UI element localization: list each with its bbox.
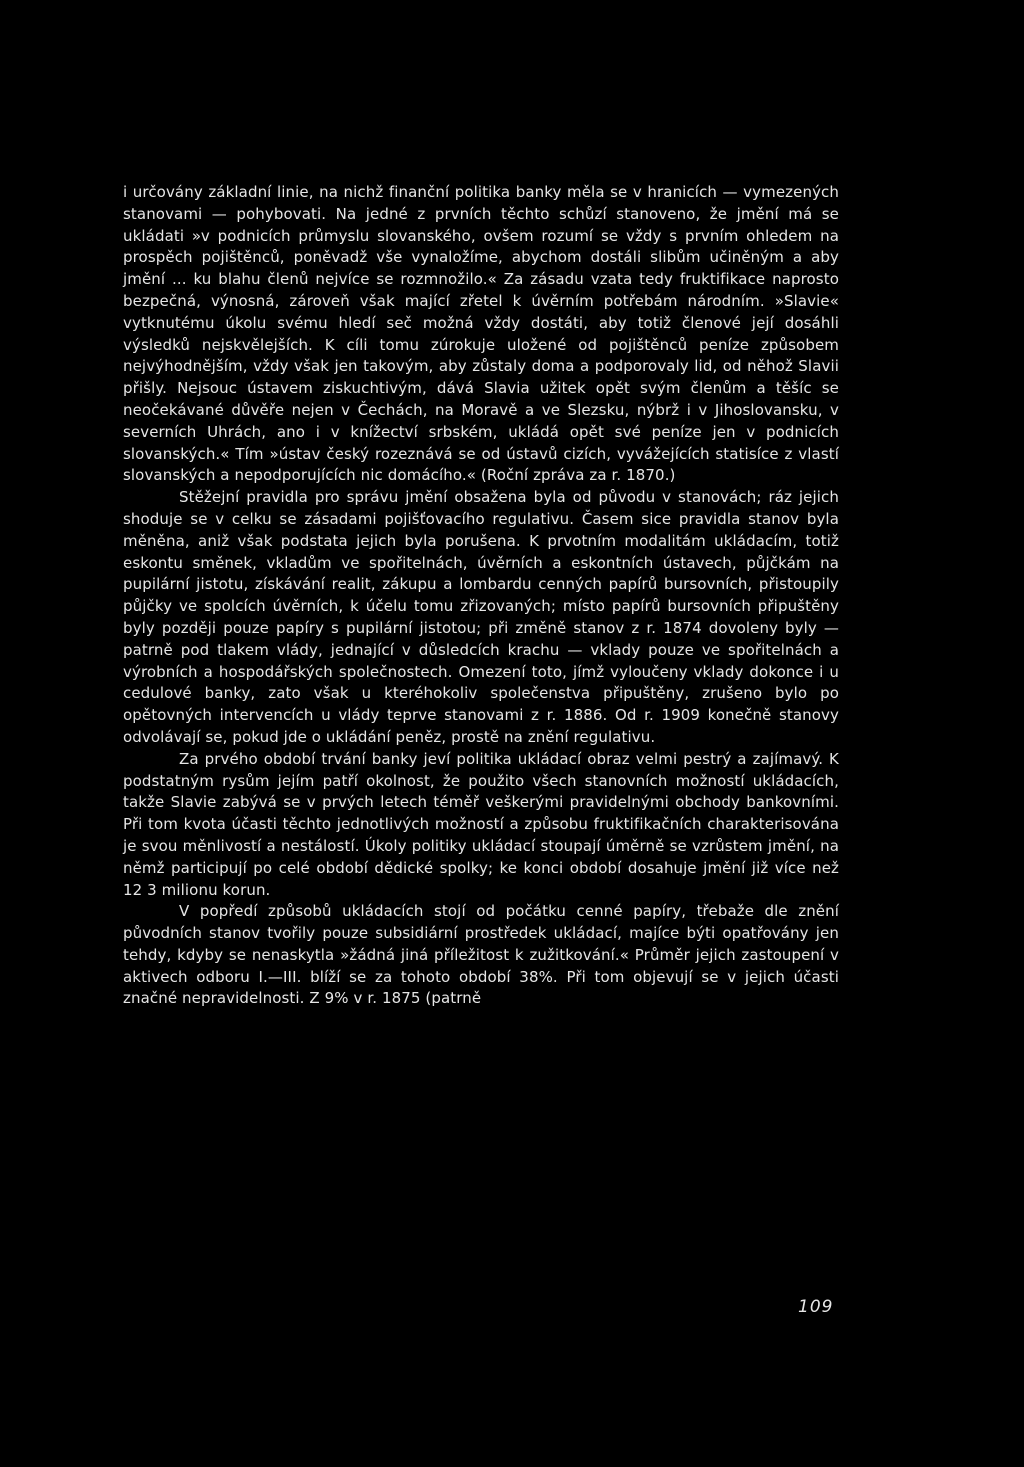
body-text: [123, 182, 839, 1010]
page-number: 109: [798, 1297, 834, 1317]
paragraph-2: Stěžejní pravidla pro správu jmění obsažena byla od původu v stanovách; ráz jejich shoduje se v celku se zásadami pojišťovacího regulativu. Časem sice pravidla stanov byla měněna, aniž však podstata jejich byla porušena. K prvotním modalitám ukládacím, totiž eskontu směnek, vkladům ve spořitelnách, úvěrních a eskontních ústavech, půjčkám na pupilární jistotu, získávání realit, zákupu a lombardu cenných papírů bursovních, přistoupily půjčky ve spolcích úvěrních, k účelu tomu zřizovaných; místo papírů bursovních připuštěny byly později pouze papíry s pupilární jistotou; při změně stanov z r. 1874 dovoleny byly — patrně pod tlakem vlády, jednající v důsledcích krachu — vklady pouze ve spořitelnách a výrobních a hospodářských společnostech. Omezení toto, jímž vyloučeny vklady dokonce i u cedulové banky, zato však u kteréhokoliv společenstva připuštěny, zrušeno bylo po opětovných intervencích u vlády teprve stanovami z r. 1886. Od r. 1909 konečně stanovy odvolávají se, pokud jde o ukládání peněz, prostě na znění regulativu.: [123, 488, 839, 746]
paragraph-3: Za prvého období trvání banky jeví politika ukládací obraz velmi pestrý a zajímavý. K podstatným rysům jejím patří okolnost, že použito všech stanovních možností ukládacích, takže Slavie zabývá se v prvých letech téměř veškerými pravidelnými obchody bankovními. Při tom kvota účasti těchto jednotlivých možností a způsobu fruktifikačních charakterisována je svou měnlivostí a nestálostí. Úkoly politiky ukládací stoupají úměrně se vzrůstem jmění, na němž participují po celé období dědické spolky; ke konci období dosahuje jmění již více než 12 3 milionu korun.: [123, 749, 839, 899]
paragraph-4: V popředí způsobů ukládacích stojí od počátku cenné papíry, třebaže dle znění původních stanov tvořily pouze subsidiární prostředek ukládací, majíce býti opatřovány jen tehdy, kdyby se nenaskytla »žádná jiná příležitost k zužitkování.« Průměr jejich zastoupení v aktivech odboru I.—III. blíží se za tohoto období 38%. Při tom objevují se v jejich účasti značné nepravidelnosti. Z 9% v r. 1875 (patrně: [123, 902, 839, 1008]
paragraph-1: i určovány základní linie, na nichž finanční politika banky měla se v hranicích — vymezených stanovami — pohybovati. Na jedné z prvních těchto schůzí stanoveno, že jmění má se ukládati »v podnicích průmyslu slovanského, ovšem rozumí se vždy s prvním ohledem na prospěch pojištěnců, poněvadž vše vynaložíme, abychom dostáli slibům učiněným a aby jmění ... ku blahu členů nejvíce se rozmnožilo.« Za zásadu vzata tedy fruktifikace naprosto bezpečná, výnosná, zároveň však mající zřetel k úvěrním potřebám národním. »Slavie« vytknutému úkolu svému hledí seč možná vždy dostáti, aby totiž členové její dosáhli výsledků nejskvělejších. K cíli tomu zúrokuje uložené od pojištěnců peníze způsobem nejvýhodnějším, vždy však jen takovým, aby zůstaly doma a podporovaly lid, od něhož Slavii přišly. Nejsouc ústavem ziskuchtivým, dává Slavia užitek opět svým členům a těšíc se neočekávané důvěře nejen v Čechách, na Moravě a ve Slezsku, nýbrž i v Jihoslovansku, v severních Uhrách, ano i v knížectví srbském, ukládá opět své peníze jen v podnicích slovanských.« Tím »ústav český rozeznává se od ústavů cizích, vyvážejících statisíce z vlastí slovanských a nepodporujících nic domácího.« (Roční zpráva za r. 1870.): [123, 183, 839, 485]
